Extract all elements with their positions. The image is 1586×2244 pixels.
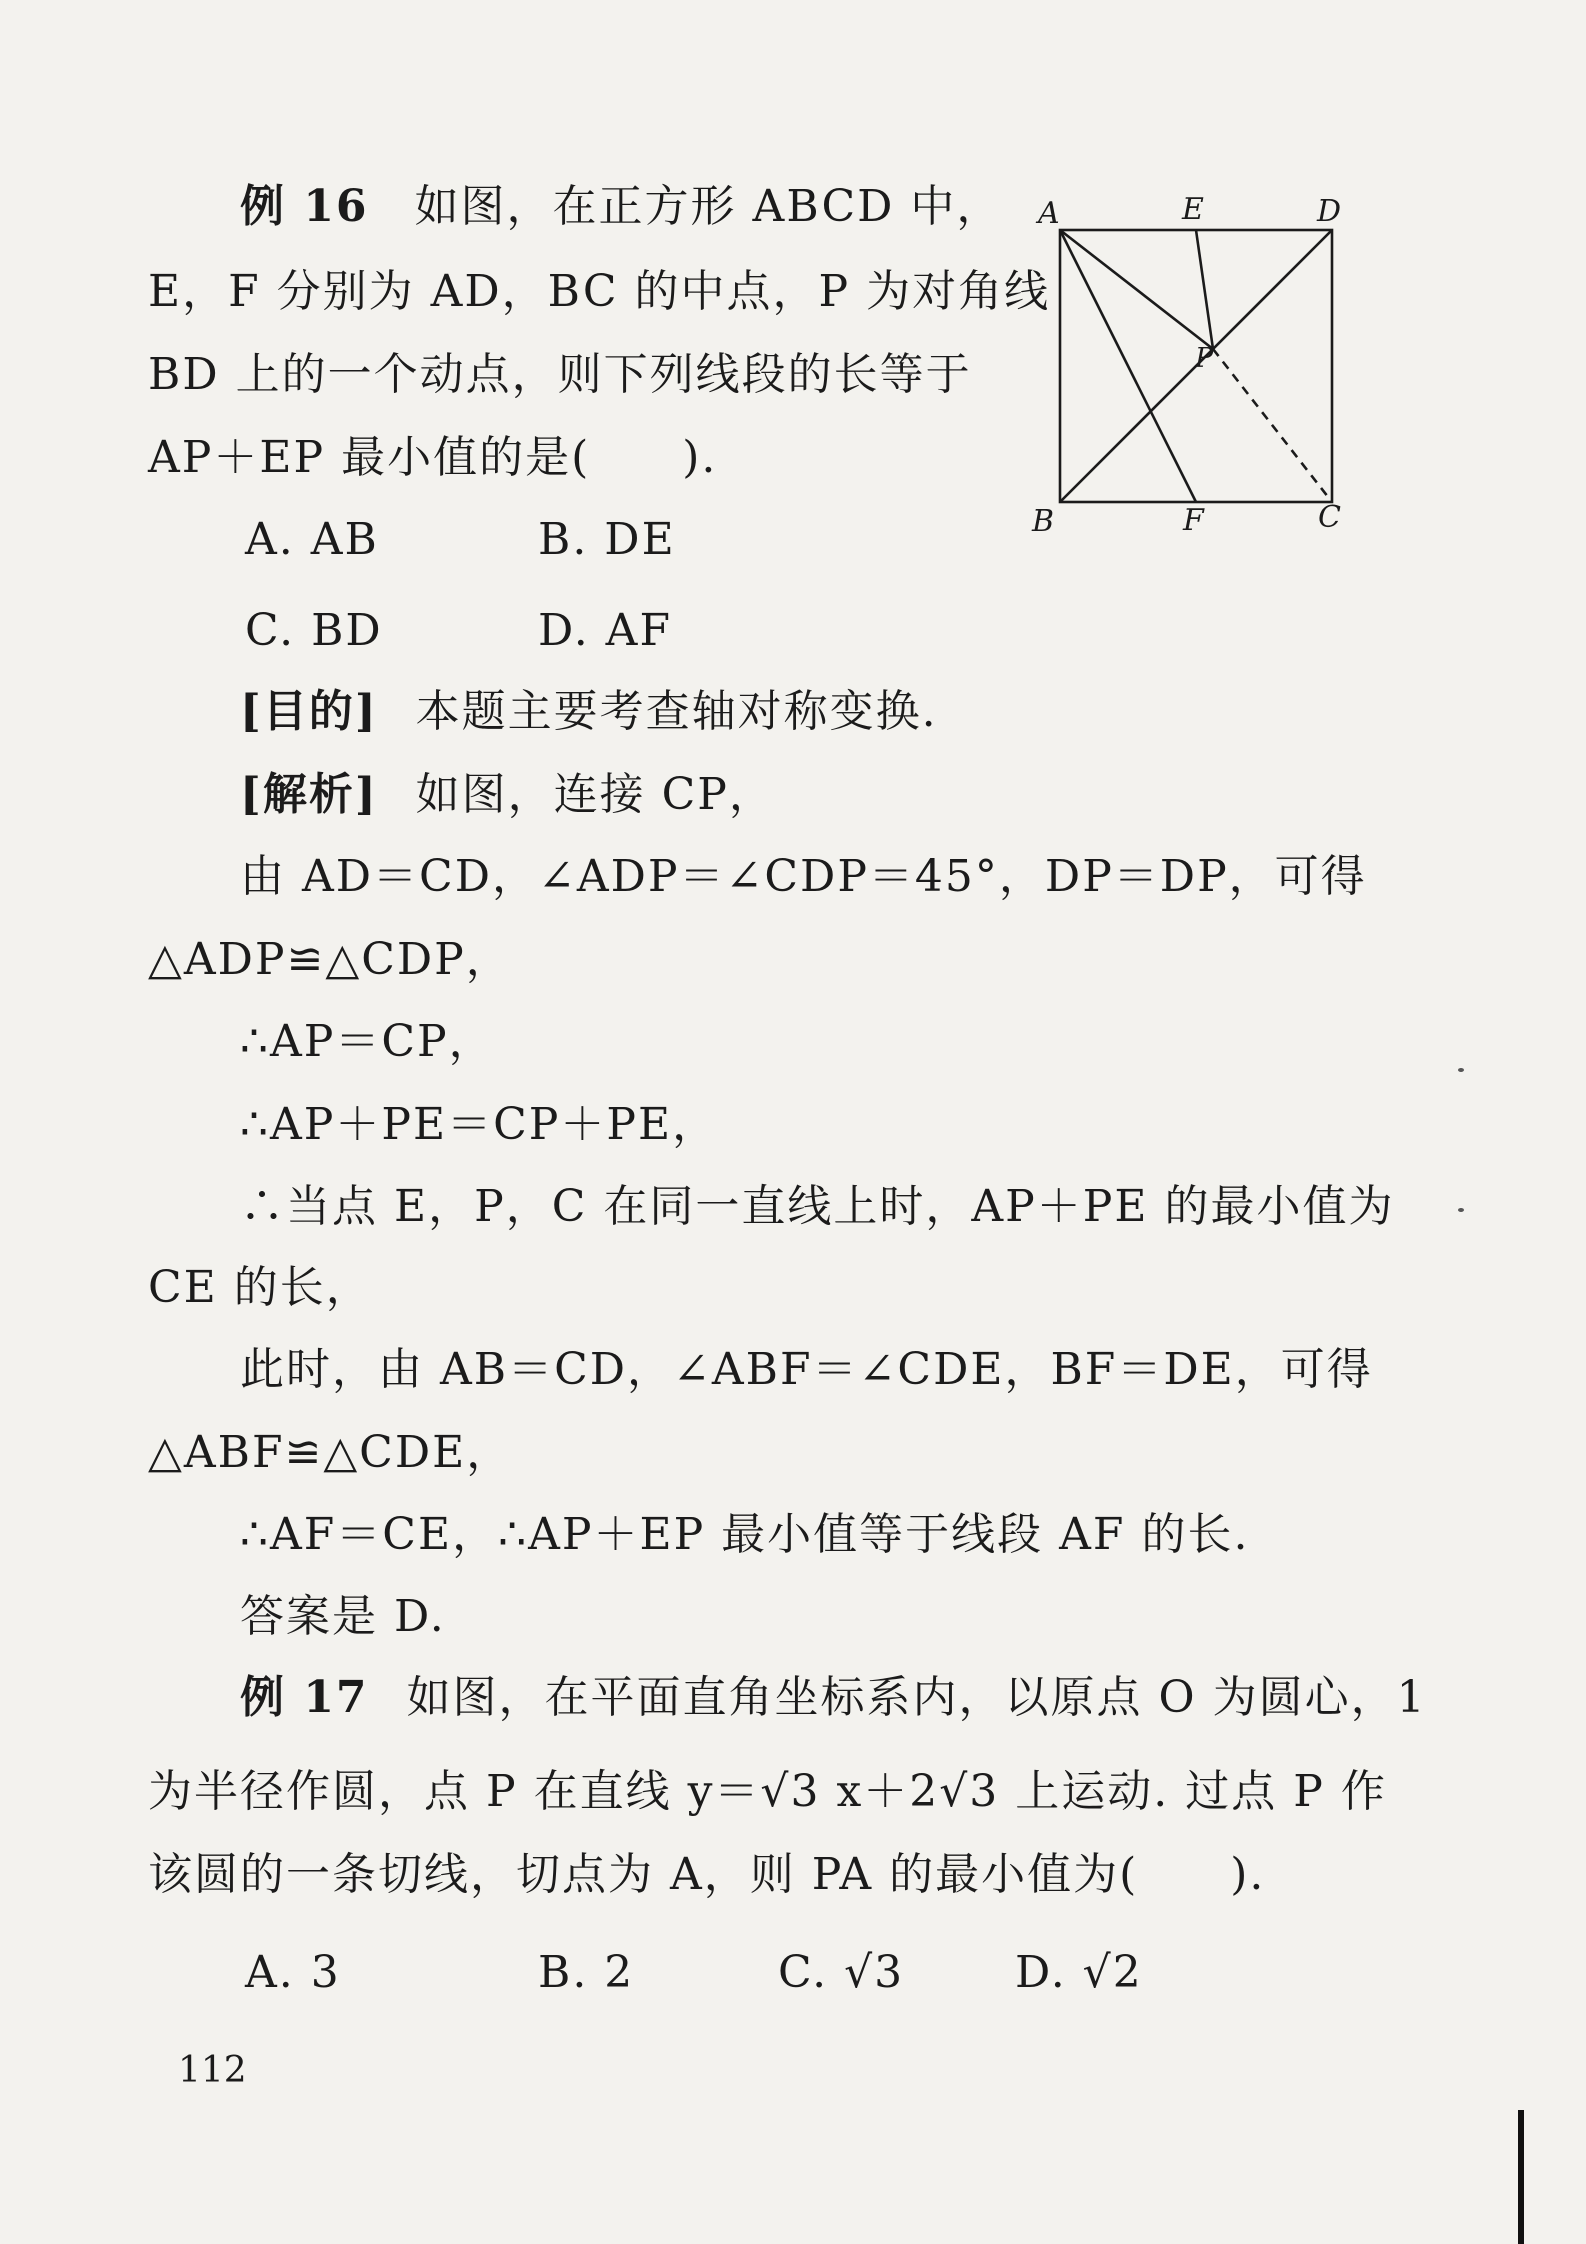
purpose-label: [目的] — [240, 686, 378, 737]
example17-stem-line1 — [240, 1668, 1427, 1728]
solution-step-5: ∴当点 E，P，C 在同一直线上时，AP＋PE 的最小值为 — [240, 1181, 1395, 1232]
scan-speck — [1458, 1068, 1464, 1072]
example16-option-c: C. BD — [245, 605, 383, 656]
segment-ep — [1196, 230, 1213, 349]
segment-cp-dashed — [1213, 349, 1332, 502]
solution-step-7: 此时，由 AB＝CD，∠ABF＝∠CDE，BF＝DE，可得 — [240, 1344, 1373, 1395]
answer-line: 答案是 D. — [240, 1591, 446, 1642]
example17-stem-text: 如图，在平面直角坐标系内，以原点 O 为圆心，1 — [406, 1672, 1427, 1723]
example16-stem-text: 如图，在正方形 ABCD 中， — [414, 181, 1003, 232]
solution-step-4: ∴AP＋PE＝CP＋PE， — [240, 1099, 719, 1150]
example16-stem-line3: BD 上的一个动点，则下列线段的长等于 — [148, 349, 972, 400]
page-edge-mark — [1518, 2110, 1524, 2244]
solution-step-9: ∴AF＝CE，∴AP＋EP 最小值等于线段 AF 的长. — [240, 1509, 1250, 1560]
example17-stem-line3: 该圆的一条切线，切点为 A，则 PA 的最小值为( ). — [148, 1849, 1266, 1900]
example16-label: 例 16 — [240, 181, 369, 232]
label-d: D — [1317, 194, 1342, 229]
solution-step-8: △ABF≌△CDE， — [148, 1427, 513, 1478]
example17-stem-line2: 为半径作圆，点 P 在直线 y＝√3 x＋2√3 上运动. 过点 P 作 — [148, 1766, 1387, 1817]
purpose-line — [240, 682, 938, 742]
analysis-line — [240, 765, 775, 825]
solution-step-2: △ADP≌△CDP， — [148, 934, 512, 985]
analysis-text: 如图，连接 CP， — [415, 769, 775, 820]
scan-speck — [1458, 1208, 1464, 1212]
solution-step-3: ∴AP＝CP， — [240, 1016, 495, 1067]
label-b: B — [1032, 504, 1055, 539]
example16-option-a: A. AB — [245, 514, 379, 565]
example17-option-a: A. 3 — [245, 1947, 341, 1998]
example16-stem-line4: AP＋EP 最小值的是( ). — [148, 432, 718, 483]
example17-option-d: D. √2 — [1015, 1947, 1143, 1998]
example16-option-b: B. DE — [538, 514, 676, 565]
square-figure — [1020, 185, 1360, 545]
label-p: P — [1195, 343, 1214, 374]
segment-ap — [1060, 230, 1213, 349]
page-number: 112 — [178, 2050, 247, 2091]
label-e: E — [1182, 192, 1204, 227]
example16-stem-line1 — [240, 177, 1002, 237]
analysis-label: [解析] — [240, 769, 378, 820]
example16-option-d: D. AF — [538, 605, 672, 656]
example17-label: 例 17 — [240, 1672, 369, 1723]
example17-option-b: B. 2 — [538, 1947, 635, 1998]
purpose-text: 本题主要考查轴对称变换. — [415, 686, 938, 737]
solution-step-1: 由 AD＝CD，∠ADP＝∠CDP＝45°，DP＝DP，可得 — [240, 851, 1367, 902]
label-a: A — [1038, 196, 1060, 231]
example17-option-c: C. √3 — [778, 1947, 905, 1998]
label-c: C — [1318, 500, 1341, 535]
example16-stem-line2: E，F 分别为 AD，BC 的中点，P 为对角线 — [148, 266, 1051, 317]
segment-af — [1060, 230, 1196, 502]
solution-step-6: CE 的长， — [148, 1262, 372, 1313]
label-f: F — [1183, 503, 1204, 538]
